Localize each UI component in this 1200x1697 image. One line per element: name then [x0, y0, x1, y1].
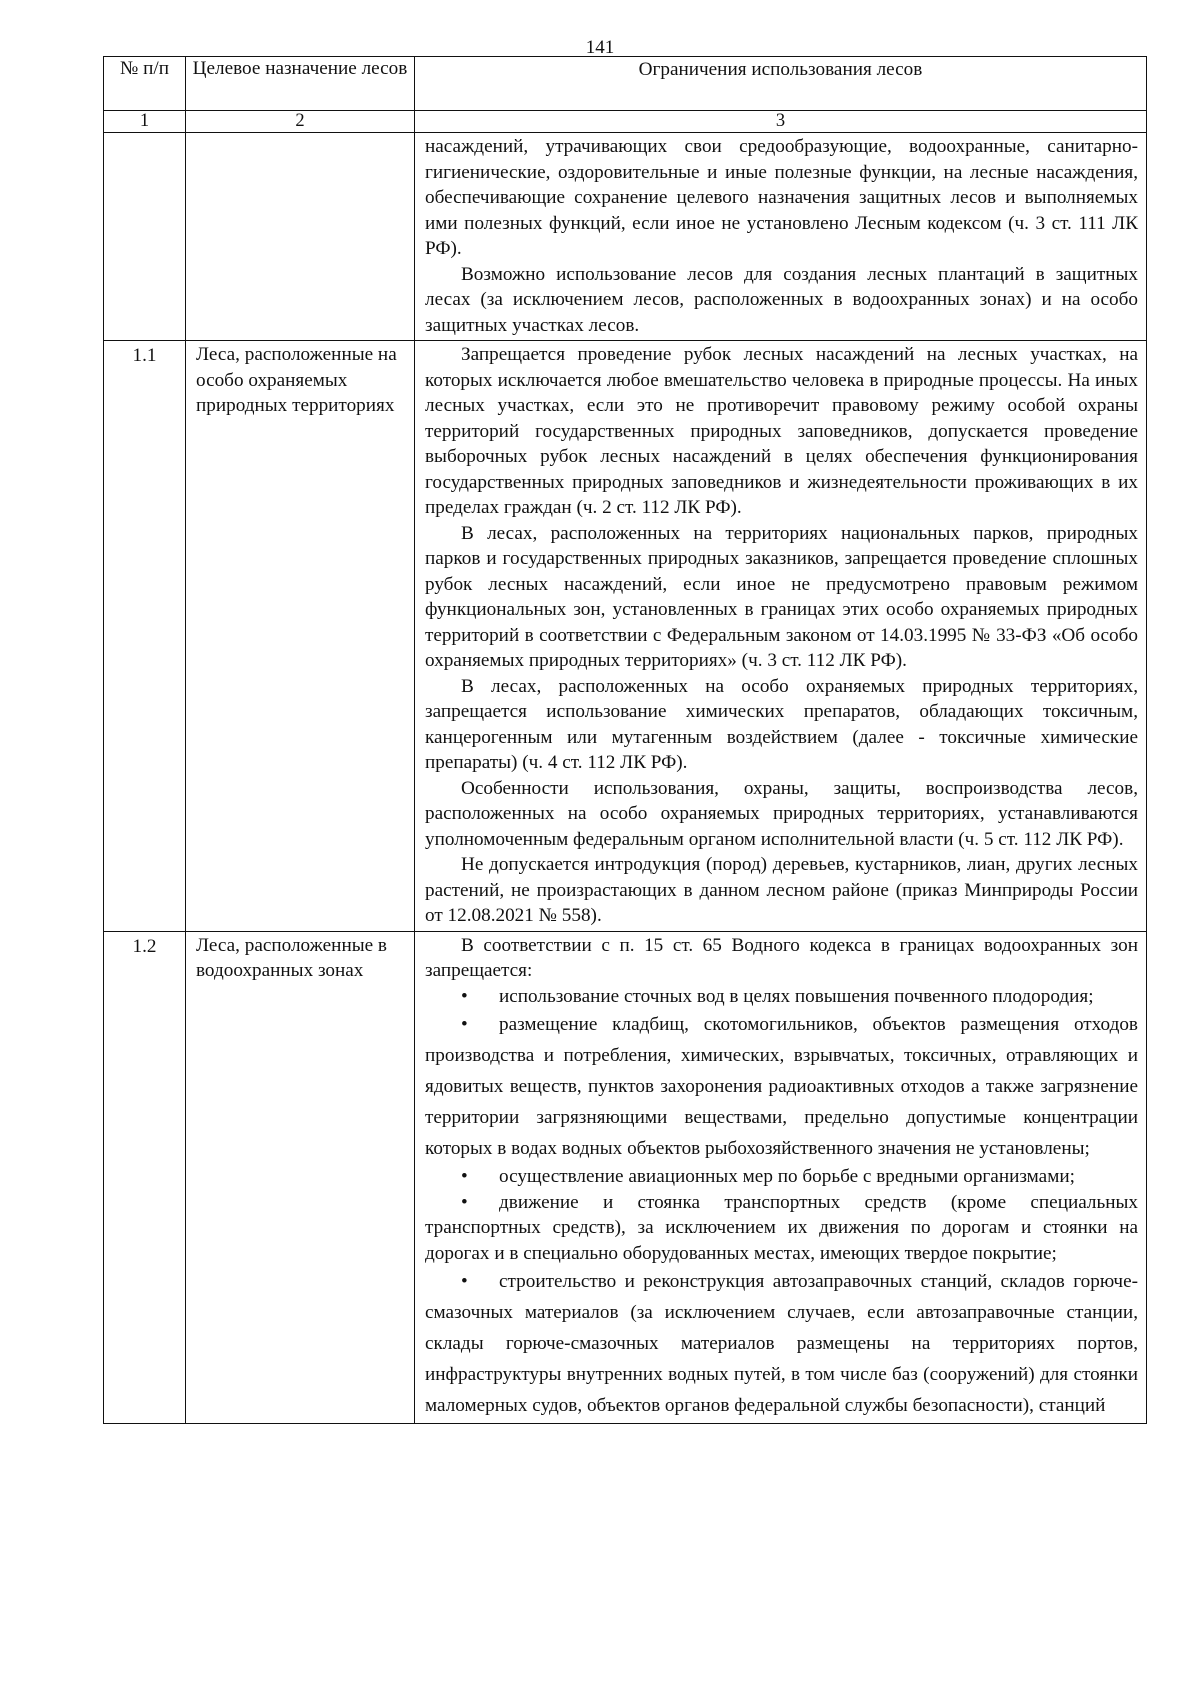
bullet-text: строительство и реконструкция автозаправочных станций, складов горюче-смазочных материалов (за исключением случаев, если автозаправочные станции, склады горюче-смазочных материалов размещены на территориях портов, инфраструктуры внутренних водных путей, в том числе баз (сооружений) для стоянки маломерных судов, объектов органов федеральной службы безопасности), станций	[425, 1271, 1138, 1416]
header-number: № п/п	[104, 57, 186, 111]
header-purpose: Целевое назначение лесов	[186, 57, 415, 111]
bullet-icon: •	[461, 1191, 468, 1213]
page-number: 141	[585, 37, 615, 58]
row-purpose	[186, 133, 415, 341]
restriction-paragraph: В лесах, расположенных на особо охраняемых природных территориях, запрещается использование химических препаратов, обладающих токсичным, канцерогенным или мутагенным воздействием (далее - токсичные химические препараты) (ч. 4 ст. 112 ЛК РФ).	[425, 675, 1138, 773]
bullet-icon: •	[461, 1014, 468, 1035]
restriction-bullet-item	[425, 984, 1138, 1010]
row-restrictions	[415, 341, 1147, 932]
restriction-bullet-item	[425, 1190, 1138, 1267]
bullet-icon: •	[461, 985, 468, 1007]
restriction-paragraph: Особенности использования, охраны, защиты, воспроизводства лесов, расположенных на особо охраняемых природных территориях, устанавливаются уполномоченным федеральным органом исполнительной власти (ч. 5 ст. 112 ЛК РФ).	[425, 777, 1138, 850]
forest-restrictions-table	[103, 56, 1147, 1424]
restriction-bullet-item	[425, 1164, 1138, 1190]
table-row	[104, 931, 1147, 1424]
table-header-row	[104, 57, 1147, 111]
restriction-paragraph: Запрещается проведение рубок лесных насаждений на лесных участках, на которых исключается любое вмешательство человека в природные процессы. На иных лесных участках, если это не противоречит правовому режиму особой охраны территорий государственных природных заповедников, допускается проведение выборочных рубок лесных насаждений в целях обеспечения функционирования государственных природных заповедников и жизнедеятельности проживающих в их пределах граждан (ч. 2 ст. 112 ЛК РФ).	[425, 344, 1138, 518]
bullet-text: осуществление авиационных мер по борьбе с вредными организмами;	[499, 1166, 1075, 1187]
table-row	[104, 341, 1147, 932]
row-number	[104, 133, 186, 341]
row-number: 1.2	[104, 931, 186, 1424]
bullet-text: размещение кладбищ, скотомогильников, объектов размещения отходов производства и потребления, химических, взрывчатых, токсичных, отравляющих и ядовитых веществ, пунктов захоронения радиоактивных отходов а также загрязнение территории загрязняющими веществами, предельно допустимые концентрации которых в водах водных объектов рыбохозяйственного значения не установлены;	[425, 1014, 1138, 1159]
bullet-icon: •	[461, 1166, 468, 1187]
row-restrictions	[415, 133, 1147, 341]
restriction-paragraph: В лесах, расположенных на территориях национальных парков, природных парков и государственных природных заказников, запрещается проведение сплошных рубок лесных насаждений, если иное не предусмотрено правовым режимом функциональных зон, установленных в границах этих особо охраняемых природных территорий в соответствии с Федеральным законом от 14.03.1995 № 33-ФЗ «Об особо охраняемых природных территориях» (ч. 3 ст. 112 ЛК РФ).	[425, 522, 1138, 671]
restriction-intro: В соответствии с п. 15 ст. 65 Водного кодекса в границах водоохранных зон запрещается:	[425, 934, 1138, 981]
bullet-text: использование сточных вод в целях повышения почвенного плодородия;	[499, 985, 1094, 1007]
bullet-icon: •	[461, 1271, 468, 1292]
restriction-bullet-item	[425, 1009, 1138, 1164]
table-row	[104, 133, 1147, 341]
restriction-paragraph: Возможно использование лесов для создания лесных плантаций в защитных лесах (за исключением лесов, расположенных в водоохранных зонах) и на особо защитных участках лесов.	[425, 263, 1138, 336]
header-restrictions: Ограничения использования лесов	[415, 57, 1147, 111]
bullet-text: движение и стоянка транспортных средств (кроме специальных транспортных средств), за исключением их движения по дорогам и стоянки на дорогах и в специально оборудованных местах, имеющих твердое покрытие;	[425, 1191, 1138, 1264]
restriction-paragraph: насаждений, утрачивающих свои средообразующие, водоохранные, санитарно-гигиенические, оздоровительные и иные полезные функции, на лесные насаждения, обеспечивающие сохранение целевого назначения защитных лесов и выполняемых ими полезных функций, если иное не установлено Лесным кодексом (ч. 3 ст. 111 ЛК РФ).	[425, 136, 1138, 259]
column-number: 2	[186, 111, 415, 133]
restriction-paragraph: Не допускается интродукция (пород) деревьев, кустарников, лиан, других лесных растений, не произрастающих в данном лесном районе (приказ Минприроды России от 12.08.2021 № 558).	[425, 854, 1138, 926]
row-number: 1.1	[104, 341, 186, 932]
row-restrictions	[415, 931, 1147, 1424]
column-number: 3	[415, 111, 1147, 133]
restriction-bullet-item	[425, 1266, 1138, 1421]
column-number: 1	[104, 111, 186, 133]
column-number-row	[104, 111, 1147, 133]
row-purpose: Леса, расположенные на особо охраняемых природных территориях	[186, 341, 415, 932]
row-purpose: Леса, расположенные в водоохранных зонах	[186, 931, 415, 1424]
